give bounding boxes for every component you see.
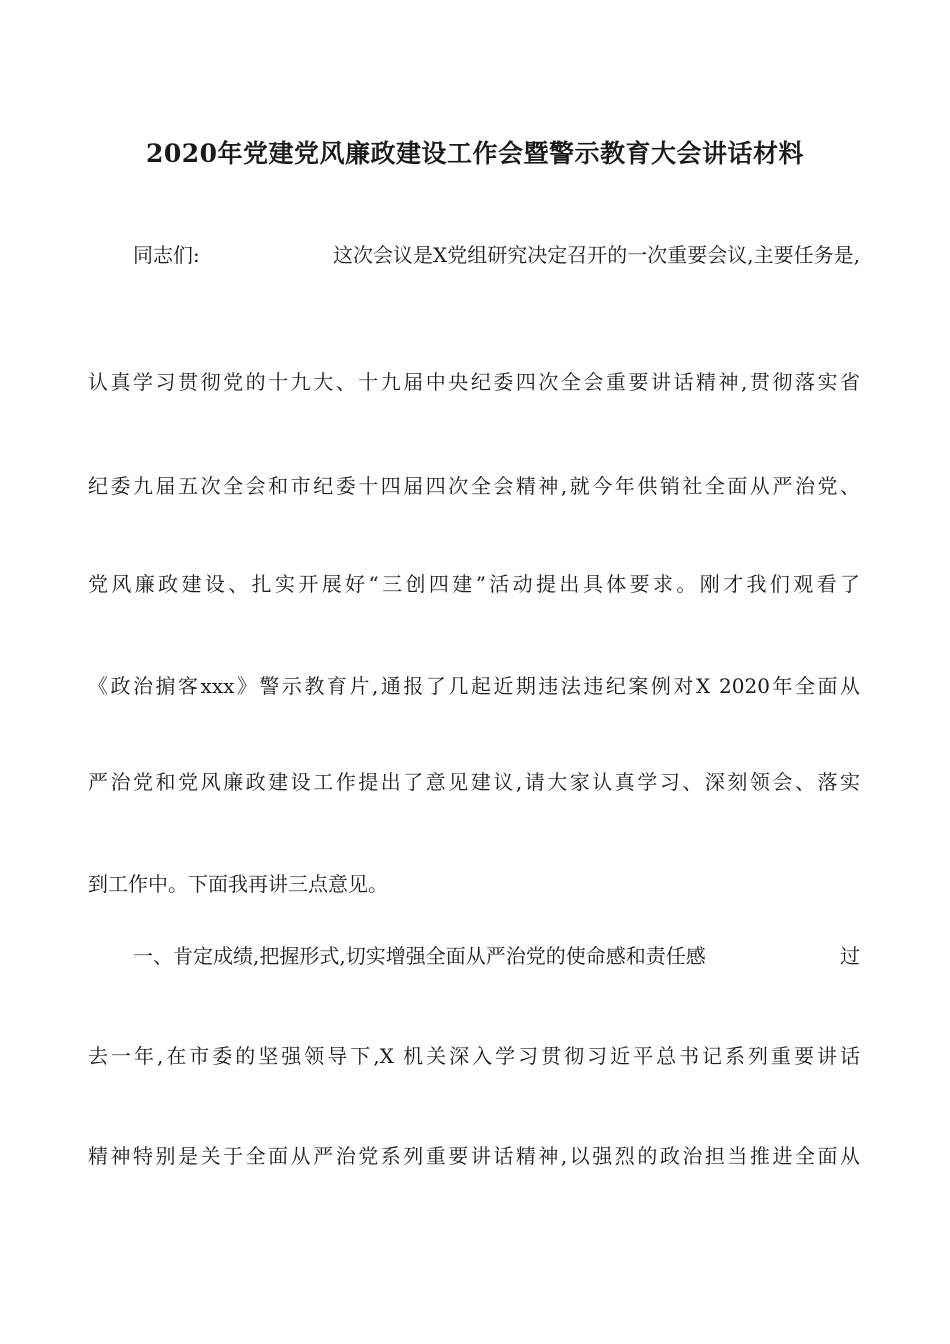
section-heading-tail: 过: [840, 944, 860, 968]
document-title: 2020年党建党风廉政建设工作会暨警示教育大会讲话材料: [145, 139, 805, 168]
salutation: 同志们:: [133, 243, 200, 267]
section-line-1: 去一年,在市委的坚强领导下,X 机关深入学习贯彻习近平总书记系列重要讲话: [88, 1044, 860, 1068]
paragraph-line-2: 认真学习贯彻党的十九大、十九届中央纪委四次全会重要讲话精神,贯彻落实省: [88, 370, 860, 394]
section-heading: 一、肯定成绩,把握形式,切实增强全面从严治党的使命感和责任感: [133, 944, 706, 968]
paragraph-line-6: 严治党和党风廉政建设工作提出了意见建议,请大家认真学习、深刻领会、落实: [88, 770, 860, 794]
paragraph-line-7: 到工作中。下面我再讲三点意见。: [88, 872, 388, 896]
section-heading-line: [133, 942, 860, 970]
paragraph-line-3: 纪委九届五次全会和市纪委十四届四次全会精神,就今年供销社全面从严治党、: [88, 474, 860, 498]
paragraph-line-4: 党风廉政建设、扎实开展好“三创四建”活动提出具体要求。刚才我们观看了: [88, 572, 860, 596]
section-line-2: 精神特别是关于全面从严治党系列重要讲话精神,以强烈的政治担当推进全面从: [88, 1144, 860, 1168]
paragraph-line-5: 《政治掮客xxx》警示教育片,通报了几起近期违法违纪案例对X 2020年全面从: [88, 674, 860, 698]
paragraph-line-1: [133, 241, 860, 269]
paragraph-text: 这次会议是X党组研究决定召开的一次重要会议,主要任务是,: [333, 243, 860, 267]
